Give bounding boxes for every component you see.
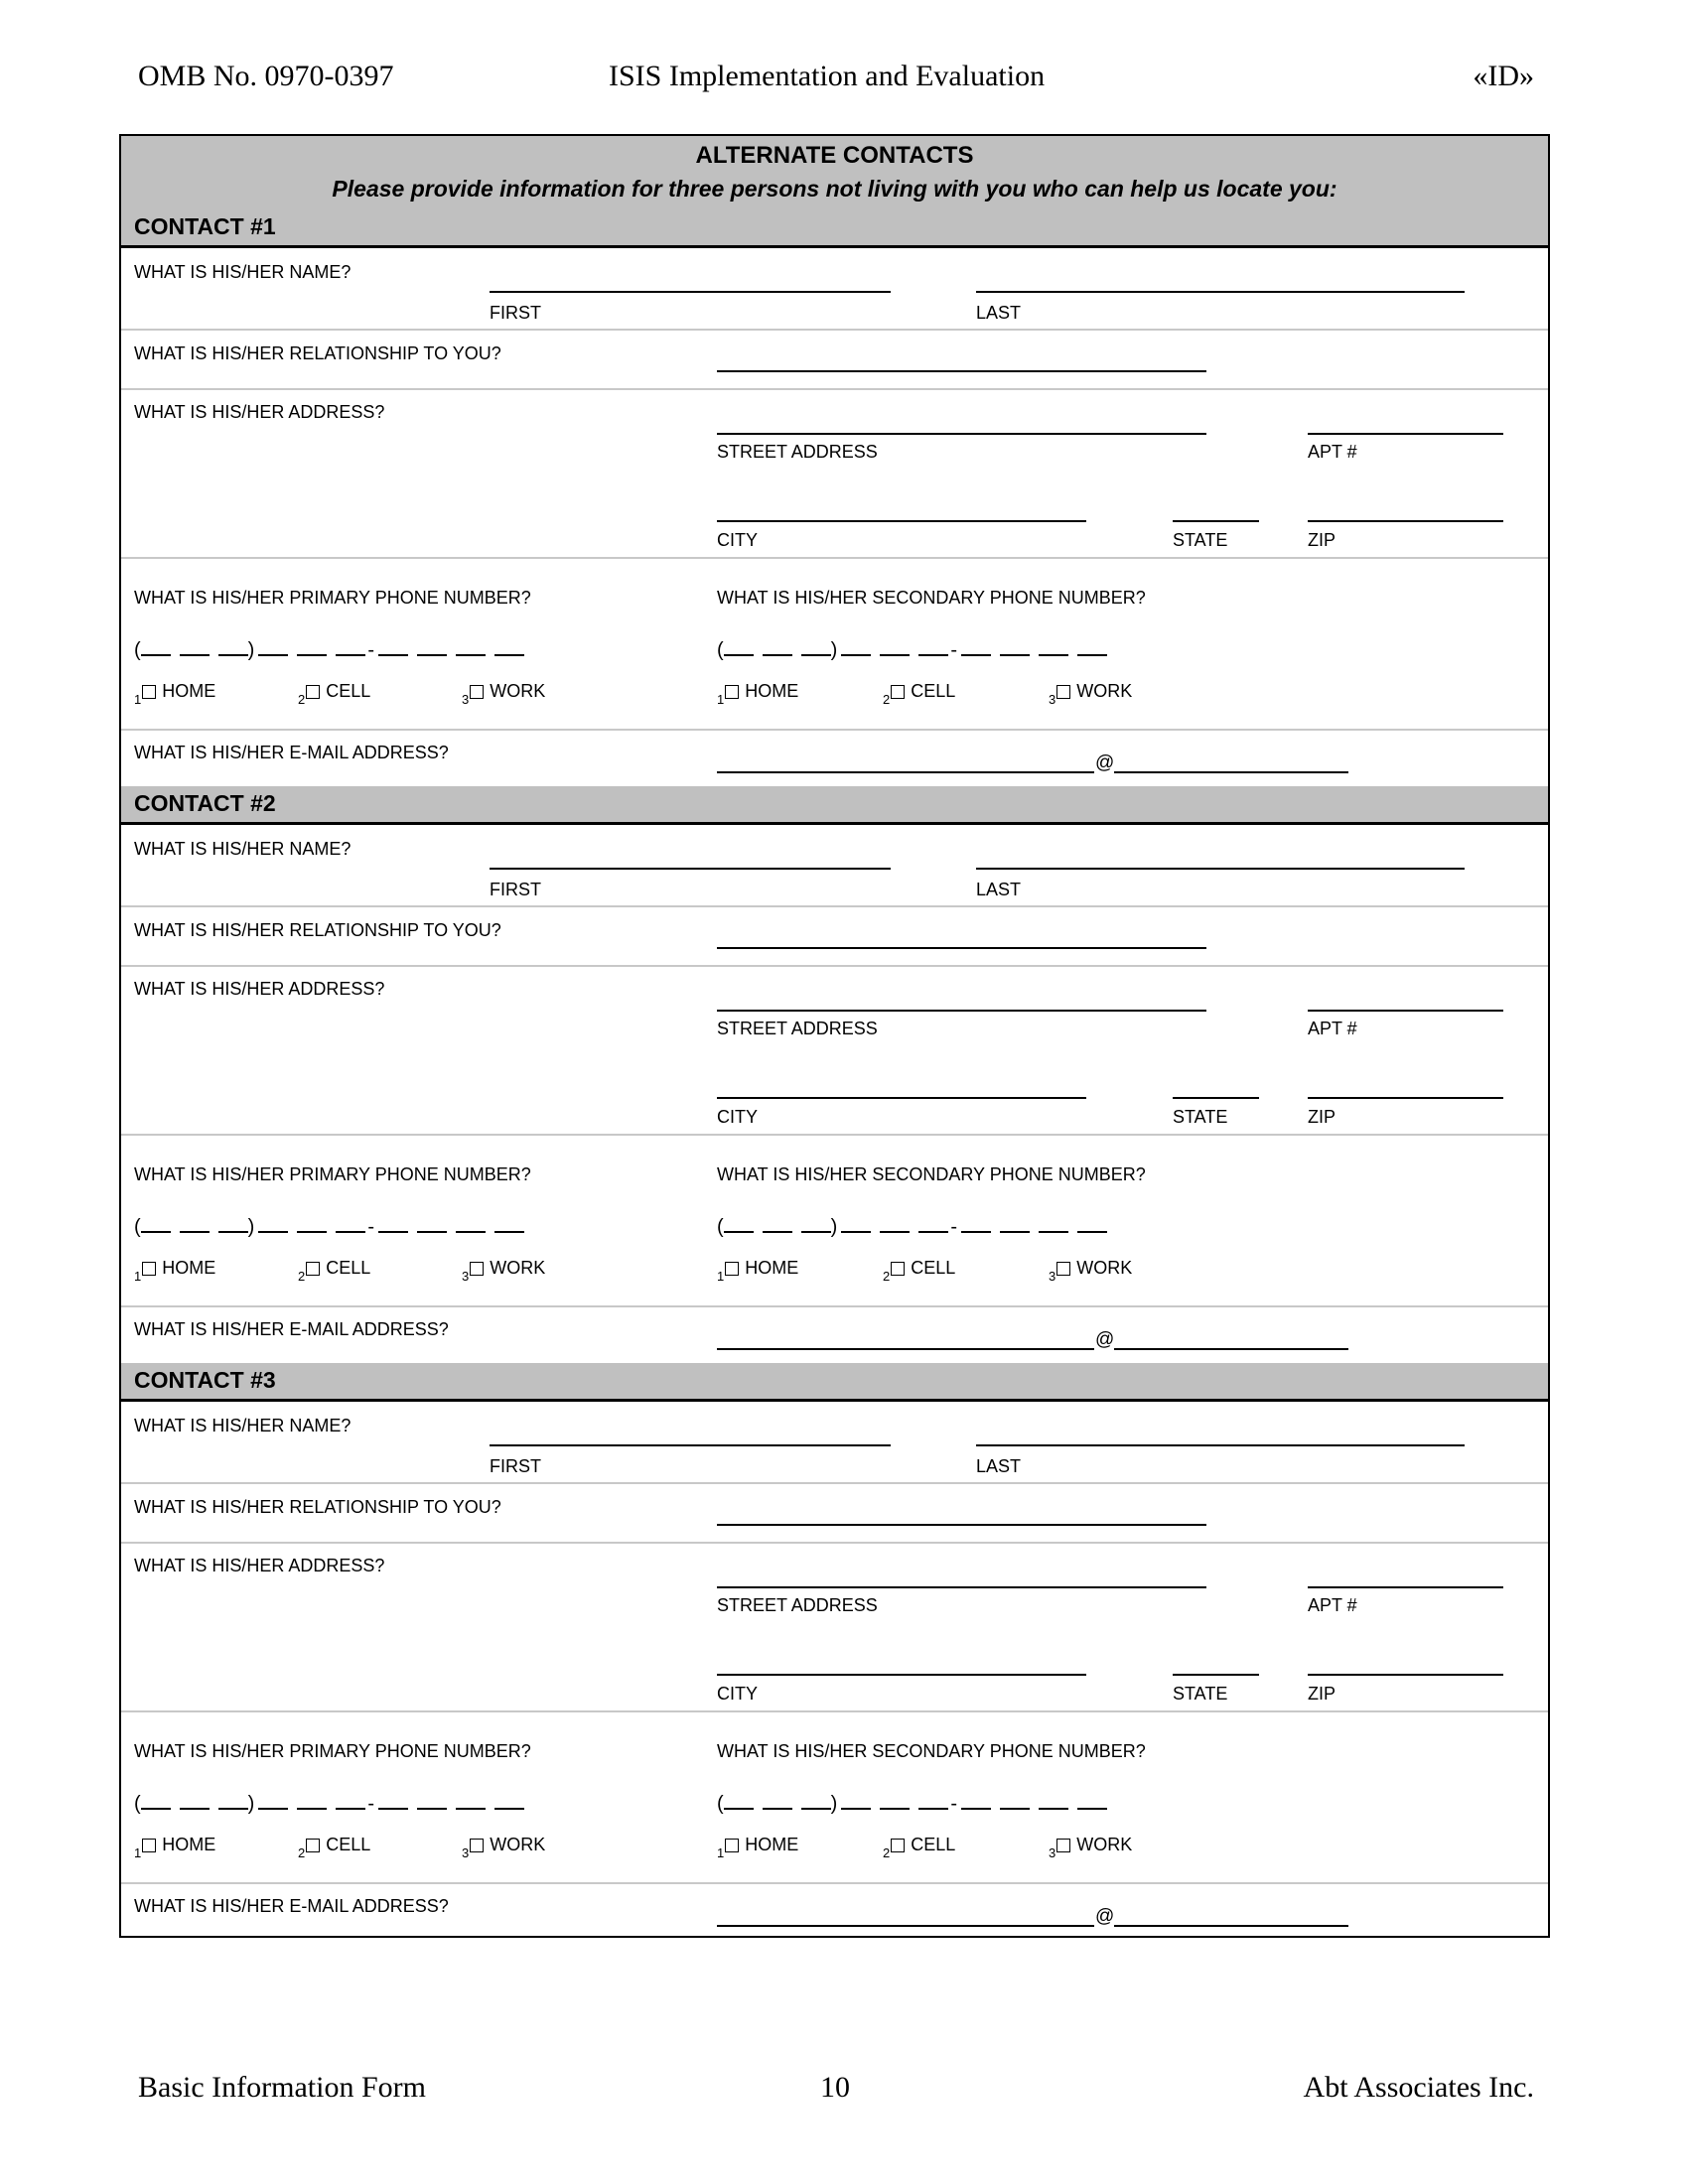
city-label: CITY	[717, 1684, 759, 1704]
apt-number-label: APT #	[1308, 1595, 1357, 1615]
secondary-phone-home-option[interactable]	[717, 1258, 799, 1284]
row-divider	[121, 1305, 1548, 1307]
email-at-sign: @	[1095, 752, 1115, 773]
option-label: CELL	[911, 1835, 956, 1854]
secondary-phone-home-option[interactable]	[717, 681, 799, 707]
secondary-phone-question: WHAT IS HIS/HER SECONDARY PHONE NUMBER?	[717, 588, 1146, 608]
checkbox-icon[interactable]	[142, 685, 156, 699]
primary-phone-question: WHAT IS HIS/HER PRIMARY PHONE NUMBER?	[134, 1164, 531, 1184]
primary-phone-home-option[interactable]	[134, 1835, 216, 1860]
option-code: 1	[717, 692, 725, 707]
relationship-question: WHAT IS HIS/HER RELATIONSHIP TO YOU?	[134, 1497, 501, 1517]
checkbox-icon[interactable]	[891, 1839, 905, 1852]
zip-label: ZIP	[1308, 1684, 1336, 1704]
last-name-field[interactable]	[976, 1444, 1465, 1446]
row-divider	[121, 1482, 1548, 1484]
option-code: 1	[134, 1269, 142, 1284]
option-label: HOME	[162, 1835, 216, 1854]
option-label: WORK	[1076, 1835, 1133, 1854]
email-domain-field[interactable]	[1114, 1925, 1348, 1927]
option-label: WORK	[490, 1835, 546, 1854]
relationship-field[interactable]	[717, 1524, 1206, 1526]
primary-phone-home-option[interactable]	[134, 1258, 216, 1284]
last-name-field[interactable]	[976, 868, 1465, 870]
document-title: ISIS Implementation and Evaluation	[609, 60, 1046, 92]
option-label: WORK	[490, 681, 546, 701]
address-question: WHAT IS HIS/HER ADDRESS?	[134, 979, 385, 999]
first-name-label: FIRST	[490, 880, 541, 899]
option-code: 1	[717, 1269, 725, 1284]
zip-label: ZIP	[1308, 1107, 1336, 1127]
section-title: ALTERNATE CONTACTS	[695, 142, 974, 169]
checkbox-icon[interactable]	[306, 685, 320, 699]
email-domain-field[interactable]	[1114, 1348, 1348, 1350]
row-divider	[121, 388, 1548, 390]
option-label: WORK	[490, 1258, 546, 1278]
alternate-contacts-form	[119, 134, 1550, 1938]
zip-label: ZIP	[1308, 530, 1336, 550]
row-divider	[121, 1710, 1548, 1712]
street-address-label: STREET ADDRESS	[717, 1595, 878, 1615]
city-label: CITY	[717, 530, 759, 550]
email-domain-field[interactable]	[1114, 771, 1348, 773]
apt-number-label: APT #	[1308, 1019, 1357, 1038]
state-label: STATE	[1173, 1684, 1228, 1704]
contact-heading: CONTACT #3	[134, 1367, 276, 1393]
email-question: WHAT IS HIS/HER E-MAIL ADDRESS?	[134, 1319, 449, 1339]
option-label: CELL	[911, 1258, 956, 1278]
name-question: WHAT IS HIS/HER NAME?	[134, 1416, 352, 1435]
zip-field[interactable]	[1308, 520, 1503, 522]
row-divider	[121, 329, 1548, 331]
option-label: CELL	[326, 1835, 371, 1854]
option-code: 3	[462, 1269, 470, 1284]
option-label: CELL	[326, 1258, 371, 1278]
footer-form-name: Basic Information Form	[138, 2071, 426, 2104]
option-label: WORK	[1076, 681, 1133, 701]
city-label: CITY	[717, 1107, 759, 1127]
id-field: «ID»	[1473, 60, 1534, 92]
primary-phone-work-option[interactable]	[462, 1835, 546, 1860]
secondary-phone-cell-option[interactable]	[883, 1258, 956, 1284]
row-divider	[121, 1542, 1548, 1544]
last-name-label: LAST	[976, 880, 1022, 899]
contact-heading: CONTACT #1	[134, 213, 276, 239]
first-name-field[interactable]	[490, 1444, 891, 1446]
last-name-field[interactable]	[976, 291, 1465, 293]
first-name-field[interactable]	[490, 868, 891, 870]
row-divider	[121, 1134, 1548, 1136]
email-at-sign: @	[1095, 1329, 1115, 1350]
secondary-phone-cell-option[interactable]	[883, 681, 956, 707]
checkbox-icon[interactable]	[470, 685, 484, 699]
secondary-phone-work-option[interactable]	[1049, 1835, 1133, 1860]
checkbox-icon[interactable]	[725, 1839, 739, 1852]
email-user-field[interactable]	[717, 1925, 1094, 1927]
state-label: STATE	[1173, 1107, 1228, 1127]
row-divider	[121, 729, 1548, 731]
option-label: WORK	[1076, 1258, 1133, 1278]
contact-block-3	[121, 1363, 1548, 1941]
primary-phone-question: WHAT IS HIS/HER PRIMARY PHONE NUMBER?	[134, 588, 531, 608]
email-user-field[interactable]	[717, 1348, 1094, 1350]
checkbox-icon[interactable]	[725, 685, 739, 699]
address-question: WHAT IS HIS/HER ADDRESS?	[134, 402, 385, 422]
option-label: HOME	[745, 1258, 799, 1278]
first-name-field[interactable]	[490, 291, 891, 293]
option-code: 2	[298, 1269, 306, 1284]
primary-phone-field[interactable]: ( ) -	[134, 1790, 533, 1816]
checkbox-icon[interactable]	[470, 1262, 484, 1276]
contact-heading-band	[121, 1363, 1548, 1402]
option-code: 3	[1049, 1845, 1056, 1860]
option-code: 3	[1049, 1269, 1056, 1284]
secondary-phone-work-option[interactable]	[1049, 681, 1133, 707]
primary-phone-cell-option[interactable]	[298, 1258, 371, 1284]
option-code: 2	[883, 1269, 891, 1284]
street-address-label: STREET ADDRESS	[717, 1019, 878, 1038]
relationship-field[interactable]	[717, 370, 1206, 372]
relationship-question: WHAT IS HIS/HER RELATIONSHIP TO YOU?	[134, 920, 501, 940]
footer-organization: Abt Associates Inc.	[1303, 2071, 1534, 2104]
primary-phone-cell-option[interactable]	[298, 681, 371, 707]
option-code: 1	[134, 692, 142, 707]
city-field[interactable]	[717, 1674, 1086, 1676]
secondary-phone-question: WHAT IS HIS/HER SECONDARY PHONE NUMBER?	[717, 1164, 1146, 1184]
primary-phone-question: WHAT IS HIS/HER PRIMARY PHONE NUMBER?	[134, 1741, 531, 1761]
option-code: 1	[134, 1845, 142, 1860]
secondary-phone-work-option[interactable]	[1049, 1258, 1133, 1284]
option-label: CELL	[911, 681, 956, 701]
footer-page-number: 10	[820, 2071, 850, 2104]
contact-heading-band	[121, 786, 1548, 825]
checkbox-icon[interactable]	[725, 1262, 739, 1276]
checkbox-icon[interactable]	[306, 1839, 320, 1852]
option-label: HOME	[745, 681, 799, 701]
primary-phone-work-option[interactable]	[462, 1258, 546, 1284]
checkbox-icon[interactable]	[306, 1262, 320, 1276]
relationship-question: WHAT IS HIS/HER RELATIONSHIP TO YOU?	[134, 343, 501, 363]
first-name-label: FIRST	[490, 303, 541, 323]
checkbox-icon[interactable]	[891, 685, 905, 699]
state-field[interactable]	[1173, 1674, 1259, 1676]
checkbox-icon[interactable]	[142, 1262, 156, 1276]
last-name-label: LAST	[976, 303, 1022, 323]
option-label: CELL	[326, 681, 371, 701]
option-code: 3	[1049, 692, 1056, 707]
contact-heading-band	[121, 209, 1548, 248]
primary-phone-cell-option[interactable]	[298, 1835, 371, 1860]
option-label: HOME	[162, 1258, 216, 1278]
secondary-phone-field[interactable]: ( ) -	[717, 1213, 1116, 1239]
option-code: 2	[883, 1845, 891, 1860]
checkbox-icon[interactable]	[142, 1839, 156, 1852]
secondary-phone-home-option[interactable]	[717, 1835, 799, 1860]
checkbox-icon[interactable]	[891, 1262, 905, 1276]
street-address-field[interactable]	[717, 1586, 1206, 1588]
omb-number: OMB No. 0970-0397	[138, 60, 394, 92]
email-user-field[interactable]	[717, 771, 1094, 773]
checkbox-icon[interactable]	[1056, 1262, 1070, 1276]
option-code: 3	[462, 692, 470, 707]
apt-number-field[interactable]	[1308, 1586, 1503, 1588]
street-address-field[interactable]	[717, 433, 1206, 435]
city-field[interactable]	[717, 1097, 1086, 1099]
checkbox-icon[interactable]	[470, 1839, 484, 1852]
name-question: WHAT IS HIS/HER NAME?	[134, 839, 352, 859]
primary-phone-home-option[interactable]	[134, 681, 216, 707]
secondary-phone-field[interactable]: ( ) -	[717, 636, 1116, 662]
primary-phone-work-option[interactable]	[462, 681, 546, 707]
address-question: WHAT IS HIS/HER ADDRESS?	[134, 1556, 385, 1575]
option-code: 2	[298, 1845, 306, 1860]
first-name-label: FIRST	[490, 1456, 541, 1476]
secondary-phone-question: WHAT IS HIS/HER SECONDARY PHONE NUMBER?	[717, 1741, 1146, 1761]
section-instructions: Please provide information for three persons not living with you who can help us locate you:	[332, 176, 1337, 202]
email-question: WHAT IS HIS/HER E-MAIL ADDRESS?	[134, 1896, 449, 1916]
section-header-band	[121, 136, 1548, 212]
row-divider	[121, 1882, 1548, 1884]
option-label: HOME	[162, 681, 216, 701]
apt-number-label: APT #	[1308, 442, 1357, 462]
row-divider	[121, 905, 1548, 907]
state-field[interactable]	[1173, 520, 1259, 522]
email-question: WHAT IS HIS/HER E-MAIL ADDRESS?	[134, 743, 449, 762]
contact-block-1	[121, 209, 1548, 787]
city-field[interactable]	[717, 520, 1086, 522]
primary-phone-field[interactable]: ( ) -	[134, 1213, 533, 1239]
last-name-label: LAST	[976, 1456, 1022, 1476]
secondary-phone-cell-option[interactable]	[883, 1835, 956, 1860]
relationship-field[interactable]	[717, 947, 1206, 949]
name-question: WHAT IS HIS/HER NAME?	[134, 262, 352, 282]
option-code: 1	[717, 1845, 725, 1860]
zip-field[interactable]	[1308, 1674, 1503, 1676]
contact-heading: CONTACT #2	[134, 790, 276, 816]
street-address-label: STREET ADDRESS	[717, 442, 878, 462]
email-at-sign: @	[1095, 1906, 1115, 1927]
primary-phone-field[interactable]: ( ) -	[134, 636, 533, 662]
state-label: STATE	[1173, 530, 1228, 550]
contact-block-2	[121, 786, 1548, 1364]
apt-number-field[interactable]	[1308, 1010, 1503, 1012]
row-divider	[121, 557, 1548, 559]
row-divider	[121, 965, 1548, 967]
option-label: HOME	[745, 1835, 799, 1854]
apt-number-field[interactable]	[1308, 433, 1503, 435]
checkbox-icon[interactable]	[1056, 1839, 1070, 1852]
zip-field[interactable]	[1308, 1097, 1503, 1099]
secondary-phone-field[interactable]: ( ) -	[717, 1790, 1116, 1816]
state-field[interactable]	[1173, 1097, 1259, 1099]
option-code: 2	[298, 692, 306, 707]
street-address-field[interactable]	[717, 1010, 1206, 1012]
option-code: 2	[883, 692, 891, 707]
checkbox-icon[interactable]	[1056, 685, 1070, 699]
option-code: 3	[462, 1845, 470, 1860]
